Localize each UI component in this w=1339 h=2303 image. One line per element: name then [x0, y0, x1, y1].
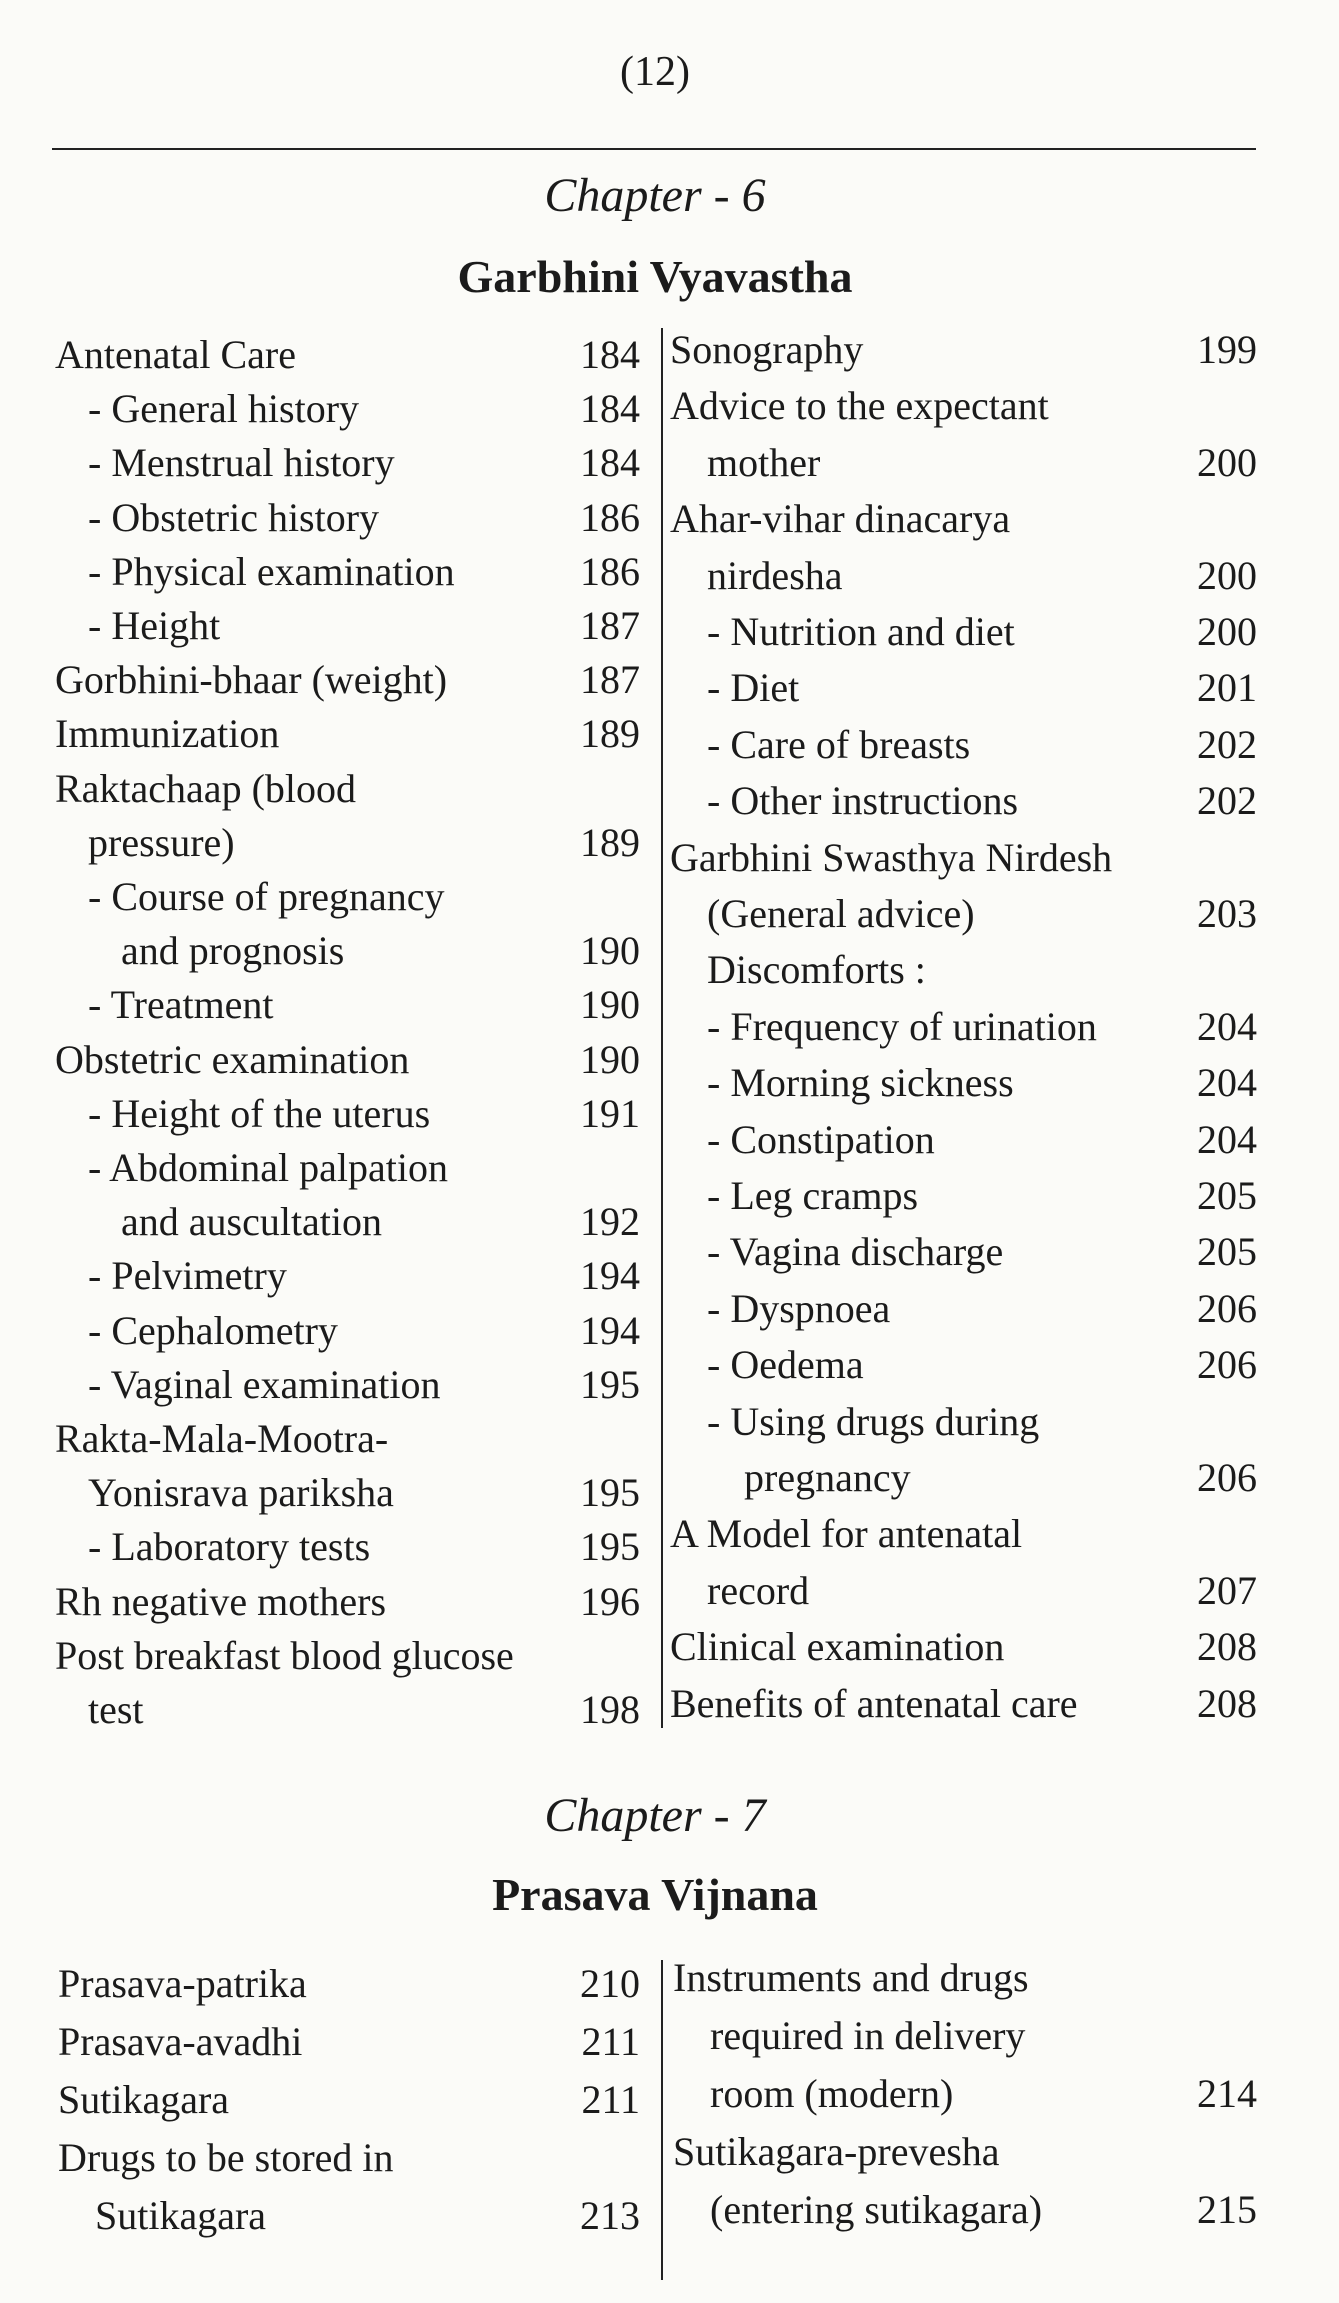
toc-entry-page: 214 — [1197, 2071, 1257, 2116]
toc-entry-title: - Diet — [707, 665, 800, 711]
toc-entry-title: room (modern) — [710, 2071, 954, 2116]
toc-entry-title: - Height of the uterus — [88, 1090, 431, 1136]
toc-entry-title: (General advice) — [707, 891, 975, 936]
toc-entry-title: - Other instructions — [707, 778, 1019, 824]
toc-entry-page: 201 — [1197, 665, 1257, 711]
toc-entry-page: 195 — [580, 1470, 640, 1516]
toc-entry-page: 208 — [1197, 1680, 1257, 1726]
toc-entry — [670, 1169, 1257, 1223]
toc-entry-title: Sutikagara — [95, 2193, 267, 2238]
toc-entry-title: - Constipation — [707, 1116, 935, 1162]
toc-entry-page: 202 — [1197, 778, 1257, 824]
toc-entry — [58, 2131, 640, 2185]
toc-entry — [670, 549, 1257, 603]
toc-entry-title: pressure) — [88, 819, 235, 865]
toc-entry — [55, 328, 640, 382]
toc-entry — [670, 1451, 1257, 1505]
toc-entry-title: - Morning sickness — [707, 1060, 1014, 1106]
chapter-6-label: Chapter - 6 — [544, 169, 766, 222]
toc-entry — [55, 1575, 640, 1629]
toc-entry — [670, 1564, 1257, 1618]
toc-entry-page: 190 — [580, 1036, 640, 1082]
toc-entry — [673, 2125, 1257, 2179]
toc-entry-title: - Obstetric history — [88, 494, 380, 540]
toc-entry-title: Yonisrava pariksha — [88, 1470, 394, 1516]
toc-entry-page: 211 — [581, 2019, 640, 2064]
toc-entry — [55, 545, 640, 599]
toc-entry-title: (entering sutikagara) — [710, 2187, 1043, 2232]
toc-entry-title: - General history — [88, 386, 360, 432]
toc-entry-page: 204 — [1197, 1003, 1257, 1049]
toc-entry-title: Immunization — [55, 711, 280, 757]
toc-entry — [55, 1683, 640, 1737]
toc-entry — [55, 870, 640, 924]
toc-entry — [670, 1677, 1257, 1731]
toc-entry-page: 205 — [1197, 1173, 1257, 1218]
toc-entry-title: record — [707, 1567, 810, 1613]
toc-entry-title: - Height — [88, 603, 221, 648]
toc-entry-title: - Care of breasts — [707, 721, 971, 767]
toc-entry-title: Prasava-patrika — [58, 1961, 307, 2006]
toc-entry-page: 189 — [580, 819, 640, 865]
toc-entry-title: - Menstrual history — [88, 440, 395, 486]
toc-entry-title: Benefits of antenatal care — [670, 1680, 1078, 1726]
toc-entry-title: - Using drugs during — [707, 1398, 1040, 1444]
toc-entry — [55, 924, 640, 978]
toc-entry-page: 195 — [580, 1524, 640, 1570]
toc-entry-title: - Course of pregnancy — [88, 874, 445, 919]
toc-entry — [670, 661, 1257, 715]
toc-entry-title: Post breakfast blood glucose — [55, 1632, 514, 1678]
toc-entry — [670, 379, 1257, 433]
toc-entry-page: 208 — [1197, 1624, 1257, 1670]
toc-entry-title: - Leg cramps — [707, 1173, 919, 1218]
toc-entry-title: Rh negative mothers — [55, 1578, 387, 1624]
toc-entry-page: 206 — [1197, 1285, 1257, 1331]
toc-entry — [673, 2067, 1257, 2121]
column-divider — [661, 1960, 663, 2280]
toc-entry — [55, 653, 640, 707]
toc-entry-page: 211 — [581, 2077, 640, 2122]
toc-entry-page: 213 — [580, 2193, 640, 2238]
toc-entry-page: 199 — [1197, 327, 1257, 372]
toc-entry-title: Garbhini Swasthya Nirdesh — [670, 834, 1113, 880]
toc-entry — [670, 887, 1257, 941]
toc-entry-title: Sutikagara — [58, 2077, 230, 2122]
toc-entry — [673, 1951, 1257, 2005]
toc-entry-page: 200 — [1197, 609, 1257, 654]
toc-entry-title: - Pelvimetry — [88, 1253, 287, 1299]
toc-entry-title: Gorbhini-bhaar (weight) — [55, 657, 448, 703]
toc-entry — [55, 1249, 640, 1303]
toc-entry-title: - Frequency of urination — [707, 1003, 1097, 1049]
toc-entry — [55, 978, 640, 1032]
toc-entry — [55, 382, 640, 436]
toc-entry — [55, 1466, 640, 1520]
toc-entry — [55, 1412, 640, 1466]
toc-entry-page: 207 — [1197, 1567, 1257, 1613]
toc-entry — [670, 718, 1257, 772]
toc-entry — [55, 436, 640, 490]
toc-entry — [58, 2073, 640, 2127]
toc-entry — [670, 323, 1257, 377]
toc-entry-title: pregnancy — [744, 1455, 911, 1500]
toc-entry — [670, 831, 1257, 885]
toc-entry-page: 190 — [580, 982, 640, 1028]
toc-entry-page: 204 — [1197, 1060, 1257, 1106]
toc-entry — [55, 1033, 640, 1087]
toc-entry — [58, 2189, 640, 2243]
chapter-7-label: Chapter - 7 — [544, 1789, 766, 1842]
toc-entry-title: and prognosis — [121, 928, 345, 974]
toc-entry — [55, 707, 640, 761]
toc-entry-title: Obstetric examination — [55, 1036, 410, 1082]
toc-entry — [673, 2009, 1257, 2063]
toc-entry-page: 191 — [580, 1090, 640, 1136]
toc-entry-page: 194 — [580, 1307, 640, 1353]
toc-entry-page: 215 — [1197, 2187, 1257, 2232]
toc-entry — [58, 1957, 640, 2011]
toc-entry — [55, 1141, 640, 1195]
toc-entry — [670, 492, 1257, 546]
toc-entry-page: 184 — [580, 386, 640, 432]
toc-entry-page: 189 — [580, 711, 640, 757]
toc-entry — [670, 1338, 1257, 1392]
toc-entry-title: Discomforts : — [707, 947, 926, 993]
toc-entry-page: 187 — [580, 657, 640, 703]
toc-entry — [55, 1087, 640, 1141]
toc-entry — [670, 1620, 1257, 1674]
toc-entry-title: - Treatment — [88, 982, 274, 1028]
toc-entry-title: - Cephalometry — [88, 1307, 338, 1353]
chapter-7-title: Prasava Vijnana — [492, 1869, 818, 1920]
top-rule — [52, 148, 1256, 150]
toc-entry-page: 194 — [580, 1253, 640, 1299]
toc-entry-title: and auscultation — [121, 1199, 383, 1245]
toc-entry-page: 206 — [1197, 1342, 1257, 1388]
toc-entry-page: 210 — [580, 1961, 640, 2006]
toc-entry-title: - Vagina discharge — [707, 1229, 1004, 1275]
toc-entry-page: 203 — [1197, 891, 1257, 936]
toc-entry-page: 184 — [580, 332, 640, 377]
toc-entry — [55, 762, 640, 816]
toc-entry — [670, 1225, 1257, 1279]
toc-entry-title: - Vaginal examination — [88, 1361, 441, 1407]
toc-entry-page: 187 — [580, 603, 640, 648]
chapter-6-title: Garbhini Vyavastha — [457, 251, 853, 302]
toc-entry-page: 205 — [1197, 1229, 1257, 1275]
toc-entry-page: 200 — [1197, 552, 1257, 598]
toc-entry — [55, 1358, 640, 1412]
toc-entry-title: Prasava-avadhi — [58, 2019, 303, 2064]
toc-entry — [670, 1395, 1257, 1449]
toc-entry-title: - Abdominal palpation — [88, 1145, 448, 1190]
toc-entry-title: A Model for antenatal — [670, 1511, 1023, 1557]
toc-entry-page: 186 — [580, 494, 640, 540]
toc-entry-page: 204 — [1197, 1116, 1257, 1162]
toc-entry-page: 184 — [580, 440, 640, 486]
column-divider — [661, 328, 663, 1728]
toc-entry-title: Ahar-vihar dinacarya — [670, 496, 1011, 542]
toc-entry-title: - Dyspnoea — [707, 1285, 891, 1331]
toc-entry — [58, 2015, 640, 2069]
toc-entry — [670, 1113, 1257, 1167]
toc-entry-title: Sutikagara-prevesha — [673, 2129, 1000, 2174]
toc-entry-title: required in delivery — [710, 2013, 1026, 2058]
toc-entry — [670, 436, 1257, 490]
toc-entry — [55, 1304, 640, 1358]
toc-entry-title: - Laboratory tests — [88, 1524, 371, 1570]
toc-entry-title: Sonography — [670, 327, 864, 372]
toc-entry — [670, 605, 1257, 659]
toc-entry — [670, 1056, 1257, 1110]
toc-entry-title: Clinical examination — [670, 1624, 1005, 1670]
toc-entry — [55, 491, 640, 545]
toc-entry — [55, 816, 640, 870]
toc-entry-title: mother — [707, 439, 821, 485]
toc-entry — [670, 1000, 1257, 1054]
toc-entry — [670, 774, 1257, 828]
toc-entry-page: 206 — [1197, 1455, 1257, 1500]
toc-entry-title: Drugs to be stored in — [58, 2135, 394, 2180]
toc-entry-title: test — [88, 1687, 144, 1732]
toc-entry-title: Instruments and drugs — [673, 1955, 1029, 2000]
toc-entry-page: 186 — [580, 548, 640, 594]
toc-entry — [55, 1195, 640, 1249]
toc-entry — [55, 1520, 640, 1574]
toc-entry-page: 202 — [1197, 721, 1257, 767]
toc-entry — [55, 1629, 640, 1683]
toc-entry-title: - Oedema — [707, 1342, 864, 1388]
toc-entry-title: Antenatal Care — [55, 332, 296, 377]
toc-entry-title: Rakta-Mala-Mootra- — [55, 1416, 389, 1461]
toc-entry — [673, 2183, 1257, 2237]
toc-entry-page: 200 — [1197, 439, 1257, 485]
toc-entry — [670, 943, 1257, 997]
toc-entry — [670, 1282, 1257, 1336]
toc-entry — [670, 1507, 1257, 1561]
toc-entry-title: Advice to the expectant — [670, 383, 1049, 429]
toc-entry-title: - Physical examination — [88, 548, 455, 594]
toc-entry-page: 196 — [580, 1578, 640, 1624]
toc-entry-title: nirdesha — [707, 552, 843, 598]
toc-entry-page: 190 — [580, 928, 640, 974]
toc-entry-title: - Nutrition and diet — [707, 609, 1015, 654]
page-number: (12) — [620, 49, 690, 95]
toc-entry-page: 195 — [580, 1361, 640, 1407]
toc-entry-page: 192 — [580, 1199, 640, 1245]
toc-entry — [55, 599, 640, 653]
toc-entry-title: Raktachaap (blood — [55, 765, 356, 811]
toc-entry-page: 198 — [580, 1687, 640, 1732]
